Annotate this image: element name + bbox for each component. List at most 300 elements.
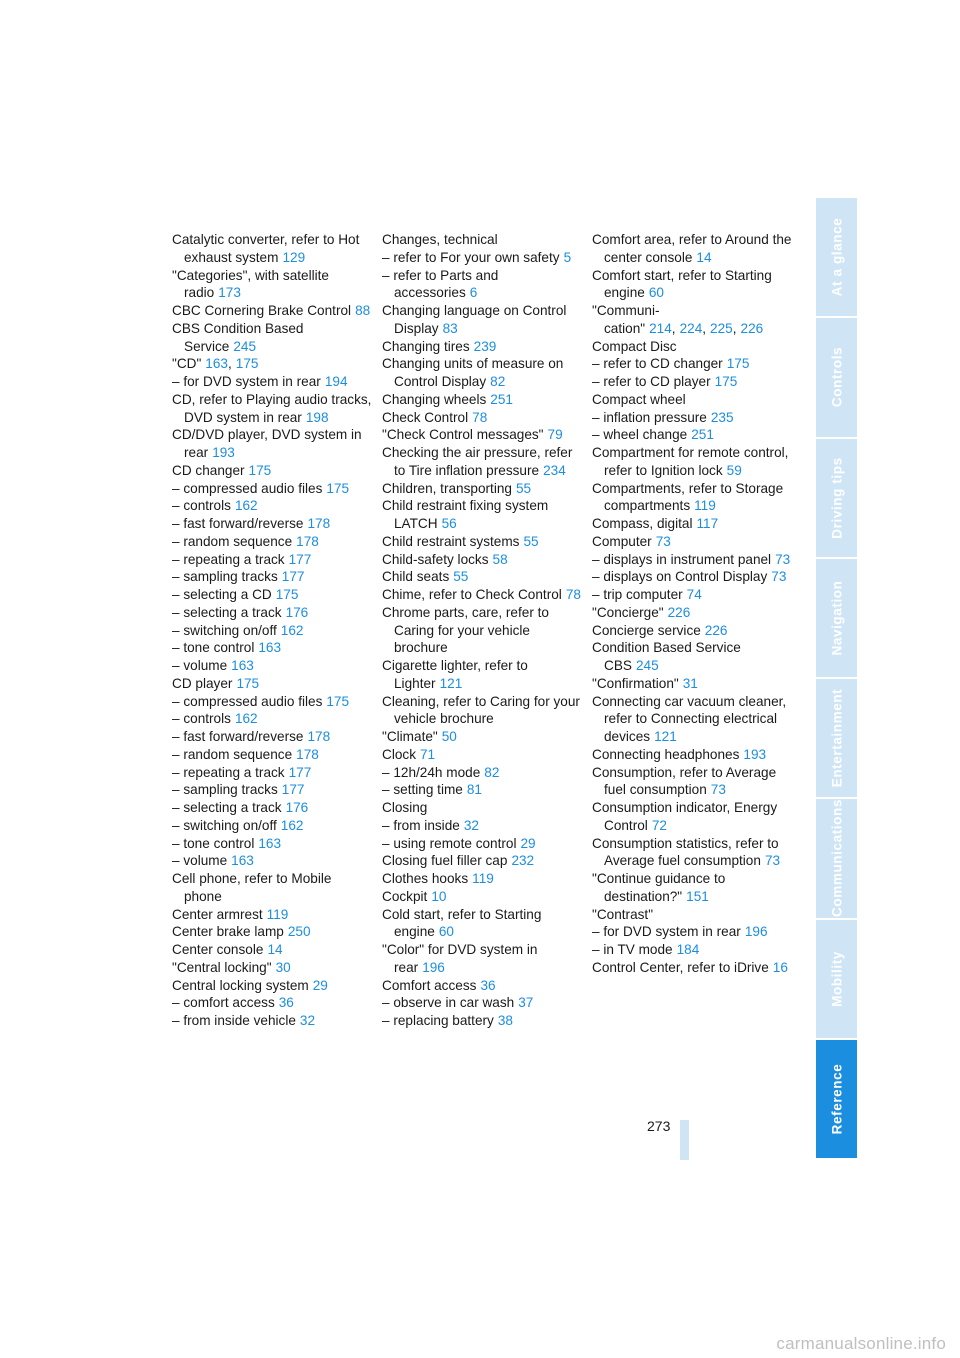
index-entry-text: – fast forward/reverse	[172, 729, 304, 744]
chapter-tab-navigation[interactable]	[816, 559, 857, 679]
page-reference-link[interactable]: 224	[679, 320, 703, 336]
chapter-tab-driving-tips[interactable]	[816, 439, 857, 559]
chapter-tab-at-a-glance[interactable]	[816, 198, 857, 318]
index-entry-text: – controls	[172, 498, 231, 514]
watermark: carmanualsonline.info	[776, 1334, 946, 1353]
index-entry	[382, 355, 582, 391]
page-reference-link[interactable]: 36	[278, 995, 294, 1011]
index-entry	[592, 941, 792, 959]
page-reference-link[interactable]: 178	[307, 516, 331, 531]
index-entry	[382, 426, 582, 444]
page-reference-link[interactable]: 163	[258, 640, 282, 656]
page-reference-link[interactable]: 177	[281, 782, 305, 798]
index-entry	[592, 622, 792, 640]
page-reference-link[interactable]: 82	[484, 764, 500, 780]
index-entry	[592, 923, 792, 941]
index-entry	[592, 391, 792, 409]
page-reference-link[interactable]: 175	[248, 462, 272, 478]
index-entry	[382, 728, 582, 746]
index-entry-text: "Central locking"	[172, 959, 272, 975]
index-entry	[382, 302, 582, 338]
page-reference-link[interactable]: 226	[667, 604, 691, 620]
page-reference-link[interactable]: 163	[231, 853, 254, 869]
page-reference-link[interactable]: 176	[285, 800, 309, 815]
index-entry	[592, 426, 792, 444]
page-reference-link[interactable]: 178	[296, 746, 319, 762]
index-entry-text: – repeating a track	[172, 551, 285, 567]
page-reference-link[interactable]: 56	[441, 516, 457, 531]
index-entry	[592, 693, 792, 746]
index-entry-text: "CD"	[172, 356, 202, 372]
page-reference-link[interactable]: 196	[744, 924, 768, 940]
index-entry-text: – refer to Parts and accessories	[382, 267, 499, 301]
page-reference-link[interactable]: 31	[682, 675, 698, 691]
index-entry-text: CD changer	[172, 462, 245, 478]
page-reference-link[interactable]: 245	[233, 338, 257, 354]
page-reference-link[interactable]: 119	[472, 871, 494, 886]
index-entry	[592, 355, 792, 373]
index-entry-text: – replacing battery	[382, 1013, 494, 1028]
index-column-1	[172, 231, 372, 1030]
index-entry-text: – inflation pressure	[592, 409, 707, 425]
index-entry	[382, 444, 582, 480]
index-entry	[382, 604, 582, 657]
page-reference-link[interactable]: 194	[324, 374, 348, 389]
index-entry-text: Center brake lamp	[172, 924, 284, 940]
index-entry-text: CBS Condition Based Service	[172, 320, 304, 354]
page-reference-link[interactable]: 175	[235, 356, 259, 372]
index-entry-text: Closing fuel filler cap	[382, 853, 508, 869]
page-reference-link[interactable]: 59	[726, 462, 742, 478]
index-entry	[382, 586, 582, 604]
index-entry	[592, 533, 792, 551]
page-separator: ,	[227, 356, 232, 372]
page-number: 273	[647, 1118, 671, 1134]
page-reference-link[interactable]: 193	[212, 445, 235, 460]
page-reference-link[interactable]: 175	[326, 480, 350, 496]
page-reference-link[interactable]: 214	[649, 320, 672, 336]
page-reference-link[interactable]: 184	[676, 942, 700, 957]
index-entry	[382, 941, 582, 977]
chapter-tab-communications[interactable]	[816, 799, 857, 919]
index-entry	[592, 551, 792, 569]
index-entry-text: "Communi-cation"	[592, 303, 660, 336]
index-entry	[382, 497, 582, 533]
index-entry	[172, 906, 372, 924]
page-reference-link[interactable]: 129	[282, 249, 306, 265]
index-entry	[172, 728, 372, 746]
index-entry	[172, 1012, 372, 1030]
index-entry-text: Comfort area, refer to Around the center console	[592, 232, 792, 265]
page-reference-link[interactable]: 83	[442, 320, 458, 336]
index-entry	[382, 391, 582, 409]
index-entry-text: – comfort access	[172, 995, 275, 1011]
index-entry-text: Concierge service	[592, 622, 701, 638]
index-entry	[172, 710, 372, 728]
page-reference-link[interactable]: 177	[281, 569, 305, 585]
index-entry-text: Center armrest	[172, 906, 263, 922]
index-entry	[172, 657, 372, 675]
page-reference-link[interactable]: 79	[547, 427, 563, 443]
page-reference-link[interactable]: 60	[648, 285, 664, 301]
index-entry	[382, 781, 582, 799]
page-reference-link[interactable]: 73	[771, 569, 787, 585]
page-reference-link[interactable]: 55	[453, 569, 469, 585]
index-entry-text: – wheel change	[592, 427, 688, 443]
chapter-tab-mobility[interactable]	[816, 920, 857, 1040]
index-entry-text: Check Control	[382, 409, 469, 425]
index-entry-text: Cockpit	[382, 888, 428, 904]
index-entry-text: – volume	[172, 853, 228, 869]
index-entry	[172, 320, 372, 356]
index-entry-text: CD player	[172, 675, 233, 691]
index-entry-text: Compact wheel	[592, 391, 686, 407]
page-reference-link[interactable]: 175	[714, 374, 738, 389]
page-reference-link[interactable]: 73	[710, 782, 726, 798]
index-entry-text: – for DVD system in rear	[172, 374, 321, 389]
page-number-bar	[680, 1120, 689, 1160]
index-entry	[592, 267, 792, 303]
index-entry	[172, 355, 372, 373]
index-entry	[592, 959, 792, 977]
page-reference-link[interactable]: 10	[431, 888, 447, 904]
index-entry-text: "Categories", with satellite radio	[172, 267, 329, 301]
page-reference-link[interactable]: 121	[439, 675, 463, 691]
chapter-tab-label: Mobility	[829, 950, 844, 1007]
index-entry-text: Control Center, refer to iDrive	[592, 959, 769, 975]
index-entry-text: "Contrast"	[592, 906, 654, 922]
index-entry-text: – sampling tracks	[172, 569, 278, 585]
index-entry	[172, 994, 372, 1012]
index-entry	[382, 870, 582, 888]
index-entry-text: Chrome parts, care, refer to Caring for your vehicle brochure	[382, 604, 549, 656]
page-reference-link[interactable]: 14	[696, 249, 712, 265]
page-reference-link[interactable]: 177	[288, 551, 312, 567]
page-separator: ,	[671, 320, 676, 336]
index-entry	[382, 746, 582, 764]
index-entry	[592, 302, 792, 338]
index-entry	[172, 977, 372, 995]
index-entry	[592, 480, 792, 516]
index-entry	[382, 551, 582, 569]
page-reference-link[interactable]: 30	[275, 959, 291, 975]
index-entry-text: "Concierge"	[592, 604, 664, 620]
index-entry	[382, 994, 582, 1012]
page-reference-link[interactable]: 162	[280, 817, 304, 833]
index-entry	[592, 586, 792, 604]
index-entry-text: CD, refer to Playing audio tracks, DVD system in rear	[172, 391, 372, 425]
page-reference-link[interactable]: 235	[710, 409, 734, 425]
page-reference-link[interactable]: 239	[473, 338, 497, 354]
index-entry	[172, 693, 372, 711]
index-entry	[172, 231, 372, 267]
index-entry-text: Cell phone, refer to Mobile phone	[172, 871, 332, 904]
index-entry	[172, 302, 372, 320]
page-reference-link[interactable]: 175	[726, 356, 750, 372]
index-entry	[172, 515, 372, 533]
page-reference-link[interactable]: 29	[312, 977, 328, 993]
index-entry-text: Condition Based Service CBS	[592, 640, 741, 673]
index-entry-text: – tone control	[172, 640, 255, 656]
index-entry-text: CBC Cornering Brake Control	[172, 303, 352, 318]
index-entry-text: – switching on/off	[172, 622, 277, 638]
index-entry	[382, 693, 582, 729]
index-entry-text: CD/DVD player, DVD system in rear	[172, 427, 362, 460]
index-entry	[592, 906, 792, 924]
index-entry-text: Child-safety locks	[382, 551, 489, 567]
chapter-tab-label: Reference	[829, 1063, 844, 1135]
index-entry-text: – from inside	[382, 817, 460, 833]
index-entry-text: Central locking system	[172, 977, 309, 993]
index-entry-text: – refer to For your own safety	[382, 249, 560, 265]
index-entry-text: Computer	[592, 533, 652, 549]
page-reference-link[interactable]: 251	[691, 427, 714, 443]
index-entry	[172, 497, 372, 515]
chapter-tab-controls[interactable]	[816, 318, 857, 438]
index-entry-text: – switching on/off	[172, 817, 277, 833]
index-entry-text: – selecting a CD	[172, 587, 272, 602]
index-entry	[172, 604, 372, 622]
page-reference-link[interactable]: 58	[492, 551, 508, 567]
index-entry	[172, 568, 372, 586]
index-entry-text: Child seats	[382, 569, 450, 585]
page-reference-link[interactable]: 175	[326, 693, 350, 709]
index-entry-text: Changing units of measure on Control Display	[382, 356, 564, 389]
page-reference-link[interactable]: 193	[743, 746, 767, 762]
index-entry-text: – refer to CD player	[592, 374, 711, 389]
index-entry	[382, 817, 582, 835]
page-reference-link[interactable]: 178	[307, 729, 331, 744]
index-entry	[172, 675, 372, 693]
index-column-2	[382, 231, 582, 1030]
index-entry	[172, 391, 372, 427]
page-reference-link[interactable]: 175	[275, 587, 299, 602]
index-entry-text: – trip computer	[592, 587, 683, 602]
index-entry-text: Connecting headphones	[592, 746, 740, 762]
page-separator: ,	[702, 320, 707, 336]
index-entry	[592, 338, 792, 356]
page-reference-link[interactable]: 117	[696, 516, 719, 531]
index-entry	[172, 622, 372, 640]
page-reference-link[interactable]: 81	[466, 782, 482, 798]
index-entry	[592, 409, 792, 427]
index-entry-text: Compartment for remote control, refer to Ignition lock	[592, 445, 789, 478]
index-entry-text: Consumption statistics, refer to Average fuel consumption	[592, 835, 779, 869]
index-entry	[382, 764, 582, 782]
index-entry	[172, 941, 372, 959]
index-entry-text: Clothes hooks	[382, 871, 469, 886]
index-entry	[592, 373, 792, 391]
page-reference-link[interactable]: 32	[463, 817, 479, 833]
index-entry-text: Compartments, refer to Storage compartments	[592, 480, 784, 514]
index-entry	[592, 870, 792, 906]
page-reference-link[interactable]: 29	[520, 835, 536, 851]
page-reference-link[interactable]: 55	[523, 533, 539, 549]
page-reference-link[interactable]: 245	[635, 658, 659, 673]
index-entry	[382, 409, 582, 427]
index-entry-text: Clock	[382, 746, 416, 762]
page-reference-link[interactable]: 162	[234, 711, 258, 727]
page-reference-link[interactable]: 250	[287, 924, 311, 940]
index-entry-text: Changing tires	[382, 338, 470, 354]
page-reference-link[interactable]: 226	[740, 320, 764, 336]
index-entry	[172, 764, 372, 782]
index-entry-text: Comfort start, refer to Starting engine	[592, 267, 772, 301]
page-reference-link[interactable]: 225	[710, 320, 733, 336]
page-reference-link[interactable]: 176	[285, 604, 309, 620]
index-entry-text: Child restraint fixing system LATCH	[382, 498, 549, 531]
index-entry-text: Chime, refer to Check Control	[382, 587, 562, 602]
index-entry	[172, 781, 372, 799]
index-entry-text: Cigarette lighter, refer to Lighter	[382, 658, 528, 691]
index-entry	[172, 551, 372, 569]
page-reference-link[interactable]: 5	[563, 249, 572, 265]
index-entry	[592, 568, 792, 586]
page-reference-link[interactable]: 163	[231, 658, 254, 673]
page-reference-link[interactable]: 163	[205, 356, 228, 372]
index-entry-text: – tone control	[172, 835, 255, 851]
page-reference-link[interactable]: 251	[490, 391, 513, 407]
index-entry	[172, 586, 372, 604]
page-reference-link[interactable]: 119	[266, 906, 289, 922]
index-entry-text: Connecting car vacuum cleaner, refer to Connecting electrical devices	[592, 693, 787, 744]
page-reference-link[interactable]: 73	[655, 533, 671, 549]
index-entry-text: Changing language on Control Display	[382, 303, 567, 336]
index-entry	[172, 799, 372, 817]
index-entry	[172, 639, 372, 657]
page-reference-link[interactable]: 178	[296, 533, 319, 549]
page-reference-link[interactable]: 55	[515, 480, 532, 496]
index-entry-text: – displays on Control Display	[592, 569, 768, 585]
page-reference-link[interactable]: 173	[218, 285, 241, 301]
index-entry-text: – sampling tracks	[172, 782, 278, 798]
index-entry-text: – fast forward/reverse	[172, 516, 304, 531]
page-reference-link[interactable]: 16	[772, 959, 788, 975]
page-reference-link[interactable]: 74	[686, 587, 702, 602]
page-reference-link[interactable]: 151	[686, 888, 709, 904]
chapter-tab-label: Entertainment	[829, 688, 844, 788]
index-entry	[592, 799, 792, 835]
page-reference-link[interactable]: 196	[422, 959, 445, 975]
index-entry	[172, 852, 372, 870]
page-reference-link[interactable]: 226	[704, 622, 728, 638]
index-entry-text: "Color" for DVD system in rear	[382, 942, 538, 975]
index-entry-text: – selecting a track	[172, 604, 282, 620]
index-entry	[172, 426, 372, 462]
index-entry	[382, 267, 582, 303]
index-entry	[382, 1012, 582, 1030]
page-reference-link[interactable]: 71	[420, 746, 436, 762]
index-entry	[172, 817, 372, 835]
chapter-tab-reference[interactable]	[816, 1040, 857, 1160]
page-reference-link[interactable]: 38	[497, 1013, 513, 1028]
index-entry	[382, 852, 582, 870]
index-entry	[382, 657, 582, 693]
index-entry-text: – refer to CD changer	[592, 356, 723, 372]
index-entry-text: – setting time	[382, 782, 463, 798]
index-entry-text: "Check Control messages"	[382, 427, 544, 443]
index-entry	[592, 835, 792, 871]
index-entry-text: – from inside vehicle	[172, 1013, 296, 1028]
page-reference-link[interactable]: 14	[267, 942, 283, 957]
page-reference-link[interactable]: 163	[258, 835, 282, 851]
index-entry	[172, 835, 372, 853]
index-entry	[382, 906, 582, 942]
index-entry	[172, 373, 372, 391]
index-entry-text: Consumption, refer to Average fuel consumption	[592, 764, 777, 798]
page-reference-link[interactable]: 6	[469, 285, 478, 301]
chapter-tab-entertainment[interactable]	[816, 679, 857, 799]
index-entry-text: – for DVD system in rear	[592, 924, 741, 940]
page-reference-link[interactable]: 36	[480, 977, 496, 993]
index-entry-text: Cleaning, refer to Caring for your vehicle brochure	[382, 693, 580, 727]
page-reference-link[interactable]: 32	[299, 1013, 316, 1028]
index-entry	[592, 764, 792, 800]
page-reference-link[interactable]: 162	[280, 622, 304, 638]
page-reference-link[interactable]: 234	[543, 462, 566, 478]
page-reference-link[interactable]: 175	[236, 675, 260, 691]
page-reference-link[interactable]: 121	[654, 729, 677, 744]
index-entry-text: – selecting a track	[172, 800, 282, 815]
page-reference-link[interactable]: 50	[441, 729, 457, 744]
index-entry-text: – observe in car wash	[382, 995, 515, 1011]
index-entry	[172, 480, 372, 498]
chapter-tab-label: Navigation	[829, 580, 844, 656]
index-entry	[382, 888, 582, 906]
index-entry-text: "Climate"	[382, 729, 438, 744]
index-entry	[382, 249, 582, 267]
index-entry-text: Consumption indicator, Energy Control	[592, 800, 778, 833]
index-entry	[592, 444, 792, 480]
index-entry	[382, 338, 582, 356]
index-entry	[592, 639, 792, 675]
index-entry-text: Catalytic converter, refer to Hot exhaust system	[172, 232, 360, 265]
index-entry	[172, 870, 372, 906]
index-entry-text: Compass, digital	[592, 516, 693, 531]
page-separator: ,	[732, 320, 737, 336]
index-entry	[382, 480, 582, 498]
chapter-tab-label: Controls	[829, 347, 844, 408]
page-reference-link[interactable]: 88	[355, 303, 371, 318]
index-entry-text: – random sequence	[172, 746, 293, 762]
index-entry-text: – volume	[172, 658, 228, 673]
index-entry-text: – controls	[172, 711, 231, 727]
index-entry	[172, 462, 372, 480]
index-entry	[382, 835, 582, 853]
page-reference-link[interactable]: 60	[438, 924, 454, 940]
index-entry-text: – 12h/24h mode	[382, 764, 481, 780]
page-reference-link[interactable]: 177	[288, 764, 312, 780]
index-entry-text: – repeating a track	[172, 764, 285, 780]
index-entry	[382, 568, 582, 586]
page-reference-link[interactable]: 162	[234, 498, 258, 514]
page-reference-link[interactable]: 72	[651, 817, 667, 833]
page-reference-link[interactable]: 73	[775, 551, 791, 567]
index-entry-text: "Continue guidance to destination?"	[592, 871, 726, 904]
page-reference-link[interactable]: 232	[511, 853, 535, 869]
page-reference-link[interactable]: 119	[694, 498, 716, 514]
page-reference-link[interactable]: 78	[472, 409, 488, 425]
index-entry-text: – in TV mode	[592, 942, 673, 957]
page-reference-link[interactable]: 73	[764, 853, 781, 869]
chapter-tab-label: Communications	[829, 799, 844, 918]
page-reference-link[interactable]: 198	[305, 409, 329, 425]
index-entry-text: "Confirmation"	[592, 675, 679, 691]
page-reference-link[interactable]: 82	[490, 374, 506, 389]
page-reference-link[interactable]: 78	[565, 587, 581, 602]
page-reference-link[interactable]: 37	[518, 995, 534, 1011]
index-entry-text: – compressed audio files	[172, 693, 323, 709]
